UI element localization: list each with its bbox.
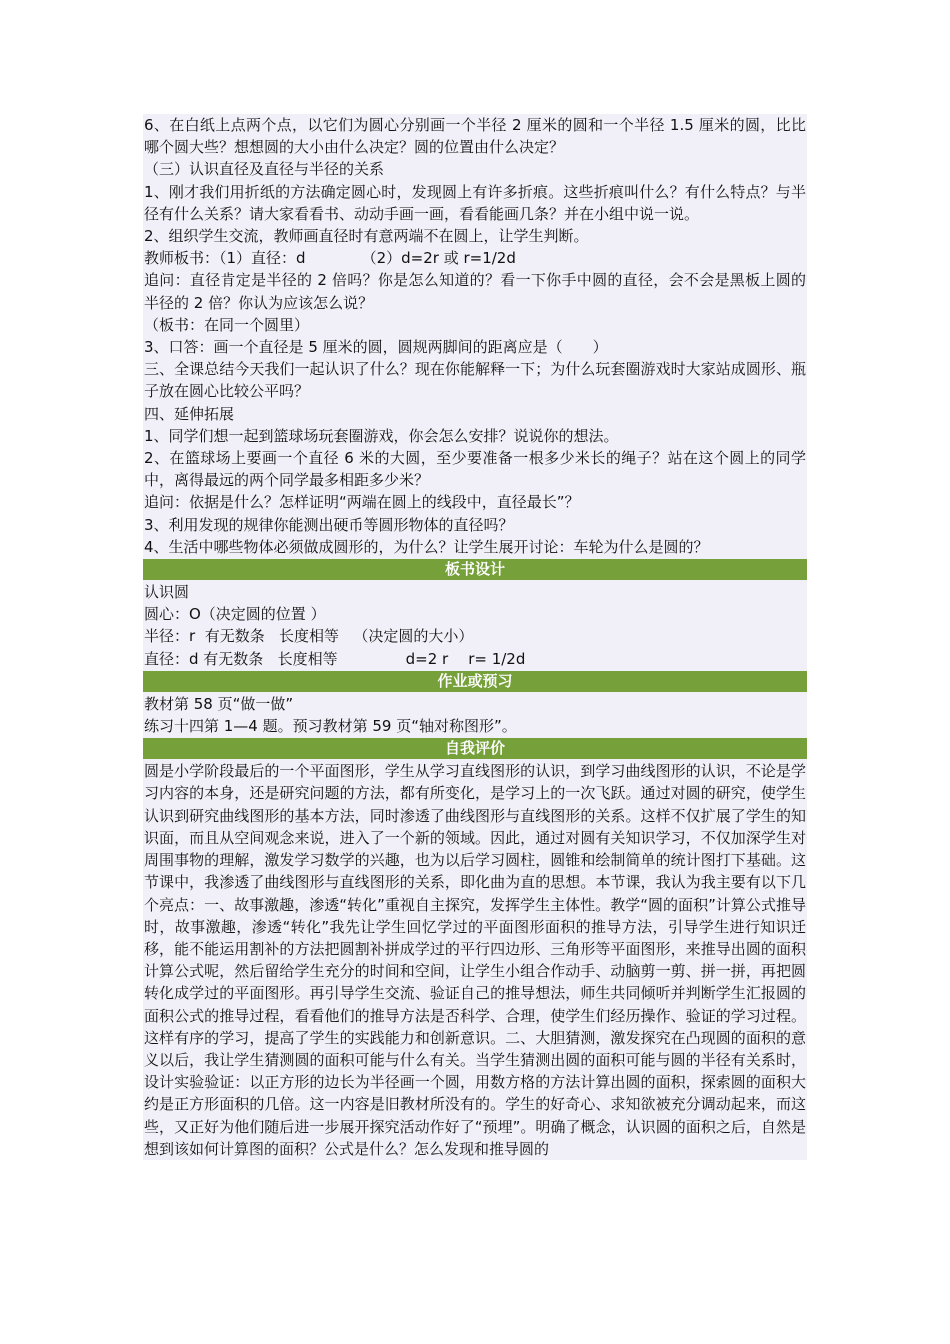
homework-line: 教材第 58 页“做一做” (144, 694, 294, 713)
board-line: 半径：r 有无数条 长度相等 （决定圆的大小） (144, 627, 474, 646)
paragraph: 4、生活中哪些物体必须做成圆形的，为什么？让学生展开讨论：车轮为什么是圆的？ (144, 537, 709, 556)
homework-line: 练习十四第 1—4 题。预习教材第 59 页“轴对称图形”。 (144, 717, 517, 736)
self-evaluation-text: 圆是小学阶段最后的一个平面图形，学生从学习直线图形的认识，到学习曲线图形的认识，不论是学习内容的本身，还是研究问题的方法，都有所变化，是学习上的一次飞跃。通过对圆的研究，使学生认识到研究曲线图形的基本方法，同时渗透了曲线图形与直线图形的关系。这样不仅扩展了学生的知识面，而且从空间观念来说，进入了一个新的领域。因此，通过对圆有关知识学习，不仅加深学生对周围事物的理解，激发学习数学的兴趣，也为以后学习圆柱，圆锥和绘制简单的统计图打下基础。这节课中，我渗透了曲线图形与直线图形的关系，即化曲为直的思想。本节课，我认为我主要有以下几个亮点：一、故事激趣，渗透“转化”重视自主探究，发挥学生主体性。教学“圆的面积”计算公式推导时，故事激趣，渗透“转化”我先让学生回忆学过的平面图形面积的推导方法，引导学生进行知识迁移，能不能运用割补的方法把圆割补拼成学过的平行四边形、三角形等平面图形，来推导出圆的面积计算公式呢，然后留给学生充分的时间和空间，让学生小组合作动手、动脑剪一剪、拼一拼，再把圆转化成学过的平面图形。再引导学生交流、验证自己的推导想法，师生共同倾听并判断学生汇报圆的面积公式的推导过程，看看他们的推导方法是否科学、合理，使学生们经历操作、验证的学习过程。这样有序的学习，提高了学生的实践能力和创新意识。二、大胆猜测，激发探究在凸现圆的面积的意义以后，我让学生猜测圆的面积可能与什么有关。当学生猜测出圆的面积可能与圆的半径有关系时，设计实验验证：以正方形的边长为半径画一个圆，用数方格的方法计算出圆的面积，探索圆的面积大约是正方形面积的几倍。这一内容是旧教材所没有的。学生的好奇心、求知欲被充分调动起来，而这些，又正好为他们随后进一步展开探究活动作好了“预埋”。明确了概念，认识圆的面积之后，自然是想到该如何计算图的面积？公式是什么？怎么发现和推导圆的 (144, 762, 806, 1158)
paragraph: 2、组织学生交流，教师画直径时有意两端不在圆上，让学生判断。 (144, 227, 589, 246)
paragraph: 1、刚才我们用折纸的方法确定圆心时，发现圆上有许多折痕。这些折痕叫什么？有什么特点？与半径有什么关系？请大家看看书、动动手画一画，看看能画几条？并在小组中说一说。 (144, 182, 806, 223)
paragraph: 追问：直径肯定是半径的 2 倍吗？你是怎么知道的？看一下你手中圆的直径，会不会是黑板上圆的半径的 2 倍？你认为应该怎么说？ (144, 271, 806, 312)
paragraph: （三）认识直径及直径与半径的关系 (144, 160, 385, 179)
board-line: 圆心：O（决定圆的位置 ） (144, 605, 326, 624)
paragraph: 追问：依据是什么？怎样证明“两端在圆上的线段中，直径最长”？ (144, 493, 580, 512)
board-part-b: （2）d=2r 或 r=1/2d (361, 249, 516, 268)
diameter-text: 直径：d 有无数条 长度相等 (144, 649, 338, 668)
radius-formula: r= 1/2d (468, 649, 526, 668)
paragraph: （板书：在同一个圆里） (144, 315, 310, 334)
self-evaluation-header: 自我评价 (143, 738, 807, 759)
board-design-header: 板书设计 (143, 559, 807, 580)
paragraph: 四、延伸拓展 (144, 404, 235, 423)
paragraph: 2、在篮球场上要画一个直径 6 米的大圆，至少要准备一根多少米长的绳子？站在这个圆上的同学中，离得最远的两个同学最多相距多少米？ (144, 449, 806, 490)
teacher-board-line (143, 247, 807, 269)
board-line-diameter (143, 648, 807, 670)
paragraph: 1、同学们想一起到篮球场玩套圈游戏，你会怎么安排？说说你的想法。 (144, 426, 619, 445)
lesson-plan-document (143, 114, 807, 1160)
homework-header: 作业或预习 (143, 671, 807, 692)
paragraph: 6、在白纸上点两个点，以它们为圆心分别画一个半径 2 厘米的圆和一个半径 1.5 厘米的圆，比比哪个圆大些？想想圆的大小由什么决定？圆的位置由什么决定？ (144, 116, 806, 157)
paragraph: 3、利用发现的规律你能测出硬币等圆形物体的直径吗？ (144, 515, 514, 534)
paragraph: 3、口答：画一个直径是 5 厘米的圆，圆规两脚间的距离应是（ ） (144, 338, 608, 357)
board-line: 认识圆 (144, 583, 190, 602)
paragraph: 三、全课总结今天我们一起认识了什么？现在你能解释一下；为什么玩套圈游戏时大家站成圆形、瓶子放在圆心比较公平吗？ (144, 360, 806, 401)
diameter-formula: d=2 r (405, 649, 449, 668)
board-part-a: 教师板书：（1）直径：d (144, 249, 306, 268)
